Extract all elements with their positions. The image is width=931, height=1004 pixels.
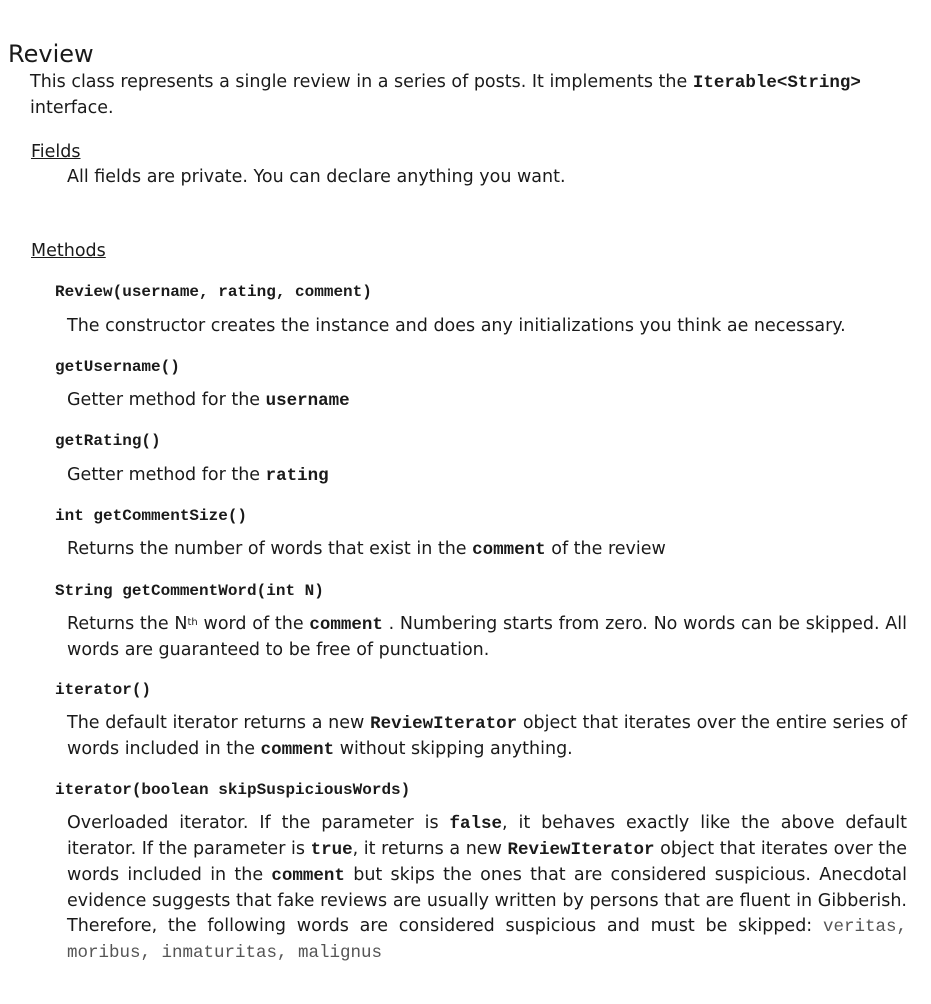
get-comment-size-signature: int getCommentSize() <box>55 507 248 525</box>
iterator-signature: iterator() <box>55 681 152 699</box>
code-comment: comment <box>260 740 335 760</box>
get-rating-signature: getRating() <box>55 432 161 450</box>
get-rating-description: Getter method for the rating <box>67 465 329 486</box>
iterator-skip-signature: iterator(boolean skipSuspiciousWords) <box>55 781 411 799</box>
constructor-signature: Review(username, rating, comment) <box>55 283 372 301</box>
code-comment: comment <box>271 866 345 886</box>
code-rating: rating <box>265 466 329 486</box>
code-username: username <box>265 391 350 411</box>
get-username-signature: getUsername() <box>55 358 180 376</box>
constructor-description: The constructor creates the instance and does any initializations you think ae necessary. <box>67 316 846 336</box>
code-review-iterator: ReviewIterator <box>370 714 518 734</box>
iterator-skip-description: Overloaded iterator. If the parameter is false, it behaves exactly like the above default iterator. If the parameter is true, it returns a new ReviewIterator object that iterates over the words included in the comment but skips the ones that are considered suspicious. Anecdotal evidence suggests that fake reviews are usually written by persons that are fluent in Gibberish. Therefore, the following words are considered suspicious and must be skipped: veritas, moribus, inmaturitas, malignus <box>67 813 907 963</box>
code-comment: comment <box>309 615 383 635</box>
get-username-description: Getter method for the username <box>67 390 350 411</box>
get-comment-size-description: Returns the number of words that exist in the comment of the review <box>67 539 666 560</box>
page-title: Review <box>8 40 94 68</box>
methods-heading: Methods <box>31 241 106 261</box>
get-comment-word-signature: String getCommentWord(int N) <box>55 582 324 600</box>
code-true: true <box>310 840 353 860</box>
interface-code: Iterable<String> <box>692 73 861 93</box>
code-false: false <box>449 814 503 834</box>
iterator-description: The default iterator returns a new ReviewIterator object that iterates over the entire series of words included in the comment without skipping anything. <box>67 713 907 760</box>
superscript-th: th <box>187 617 198 628</box>
class-intro: This class represents a single review in a series of posts. It implements the Iterable<String> interface. <box>30 72 861 118</box>
suspicious-words: veritas, moribus, inmaturitas, malignus <box>67 917 907 963</box>
code-review-iterator: ReviewIterator <box>507 840 655 860</box>
fields-heading: Fields <box>31 142 81 162</box>
fields-text: All fields are private. You can declare anything you want. <box>67 167 566 187</box>
get-comment-word-description: Returns the $N^{th}$ word of the comment . Numbering starts from zero. No words can be skipped. All words are guaranteed to be free of punctuation. <box>67 614 907 660</box>
code-comment: comment <box>472 540 546 560</box>
